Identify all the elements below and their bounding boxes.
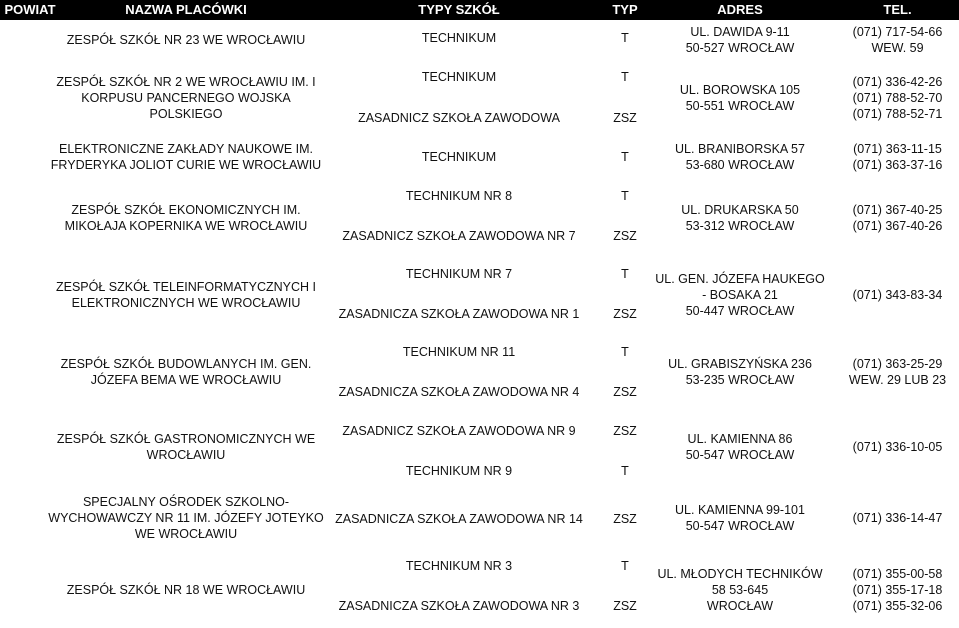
school-type-code: ZSZ (613, 385, 637, 399)
school-name (50, 137, 322, 176)
phone (836, 552, 959, 628)
school-type-code: T (621, 559, 629, 573)
school-type-code: T (621, 189, 629, 203)
address-line: UL. MŁODYCH TECHNIKÓW (657, 567, 823, 581)
school-name (56, 412, 316, 482)
school-type-code: T (621, 70, 629, 84)
phone-line: (071) 788-52-70 (852, 91, 943, 105)
school-name-line: ZESPÓŁ SZKÓŁ EKONOMICZNYCH IM. (71, 203, 301, 217)
address-line: 58 53-645 (711, 583, 769, 597)
address-line: 53-312 WROCŁAW (685, 219, 795, 233)
phone-line: (071) 336-42-26 (852, 75, 943, 89)
address-line: 50-547 WROCŁAW (685, 519, 795, 533)
school-type-name: TECHNIKUM NR 8 (405, 189, 513, 203)
header-adres: ADRES (644, 0, 836, 20)
header-nazwa: NAZWA PLACÓWKI (60, 0, 312, 20)
school-type-name: ZASADNICZA SZKOŁA ZAWODOWA NR 3 (338, 599, 580, 613)
school-name-line: WE WROCŁAWIU (134, 527, 238, 541)
school-type-code: T (621, 267, 629, 281)
address-line: - BOSAKA 21 (702, 288, 778, 302)
address-line: UL. BOROWSKA 105 (679, 83, 801, 97)
school-type-name: ZASADNICZ SZKOŁA ZAWODOWA NR 9 (342, 424, 576, 438)
address (644, 552, 836, 628)
address (644, 412, 836, 482)
school-name (60, 22, 312, 58)
address-line: UL. DRUKARSKA 50 (681, 203, 799, 217)
address-line: UL. GRABISZYŃSKA 236 (668, 357, 812, 371)
address-line: UL. BRANIBORSKA 57 (675, 141, 805, 156)
phone-line: (071) 367-40-25 (852, 203, 943, 217)
phone-line: (071) 788-52-71 (852, 107, 943, 121)
phone-line: (071) 363-37-16 (852, 157, 943, 172)
school-name-line: ZESPÓŁ SZKÓŁ NR 18 WE WROCŁAWIU (66, 583, 306, 597)
school-name (60, 552, 312, 628)
school-type-name: TECHNIKUM NR 7 (405, 267, 513, 281)
phone-line: (071) 355-17-18 (852, 583, 943, 597)
school-name (48, 490, 324, 546)
header-typy: TYPY SZKÓŁ (312, 0, 606, 20)
header-tel: TEL. (836, 0, 959, 20)
phone-line: (071) 336-10-05 (852, 440, 943, 454)
phone-line: (071) 367-40-26 (852, 219, 943, 233)
school-name-line: FRYDERYKA JOLIOT CURIE WE WROCŁAWIU (50, 157, 322, 172)
school-type-name: TECHNIKUM NR 11 (402, 345, 516, 359)
phone-line: (071) 355-32-06 (852, 599, 943, 613)
school-type-code: ZSZ (613, 512, 637, 526)
school-name-line: WYCHOWAWCZY NR 11 IM. JÓZEFY JOTEYKO (48, 511, 324, 525)
header-typ: TYP (606, 0, 644, 20)
phone-line: (071) 363-25-29 (852, 357, 943, 371)
phone-line: (071) 717-54-66 (852, 25, 943, 39)
phone (836, 22, 959, 58)
school-name-line: ZESPÓŁ SZKÓŁ BUDOWLANYCH IM. GEN. (60, 357, 312, 371)
phone-line: WEW. 59 (871, 41, 924, 55)
school-name (60, 186, 312, 250)
school-name-line: JÓZEFA BEMA WE WROCŁAWIU (90, 373, 282, 387)
school-type-name: ZASADNICZA SZKOŁA ZAWODOWA NR 14 (335, 512, 583, 526)
phone-line: (071) 336-14-47 (852, 511, 943, 525)
phone-line: (071) 355-00-58 (852, 567, 943, 581)
school-name (56, 66, 316, 130)
phone-line: (071) 343-83-34 (852, 288, 943, 302)
school-type-code: ZSZ (613, 424, 637, 438)
school-type-name: TECHNIKUM (421, 150, 497, 164)
address (644, 137, 836, 176)
address-line: 50-447 WROCŁAW (685, 304, 795, 318)
address-line: 50-551 WROCŁAW (685, 99, 795, 113)
school-type-code: T (621, 150, 629, 164)
phone (836, 137, 959, 176)
phone (836, 412, 959, 482)
school-name (56, 258, 316, 332)
phone-line: WEW. 29 LUB 23 (848, 373, 947, 387)
school-type-code: ZSZ (613, 307, 637, 321)
school-name-line: ELEKTRONICZNE ZAKŁADY NAUKOWE IM. (59, 141, 313, 156)
school-name-line: ZESPÓŁ SZKÓŁ NR 23 WE WROCŁAWIU (66, 33, 306, 47)
school-type-code: T (621, 464, 629, 478)
school-name-line: ZESPÓŁ SZKÓŁ TELEINFORMATYCZNYCH I (56, 280, 316, 294)
address (644, 340, 836, 404)
school-type-code: T (621, 31, 629, 45)
school-type-name: TECHNIKUM NR 9 (405, 464, 513, 478)
phone (836, 66, 959, 130)
address-line: UL. GEN. JÓZEFA HAUKEGO (655, 272, 825, 286)
address (644, 66, 836, 130)
school-name-line: ELEKTRONICZNYCH WE WROCŁAWIU (71, 296, 301, 310)
school-name-line: ZESPÓŁ SZKÓŁ GASTRONOMICZNYCH WE (56, 432, 316, 446)
phone (836, 186, 959, 250)
school-type-code: ZSZ (613, 599, 637, 613)
school-type-name: ZASADNICZ SZKOŁA ZAWODOWA (358, 111, 560, 125)
school-type-name: TECHNIKUM (421, 31, 497, 45)
address-line: 53-680 WROCŁAW (685, 157, 795, 172)
school-type-code: ZSZ (613, 111, 637, 125)
address-line: WROCŁAW (706, 599, 774, 613)
school-name-line: SPECJALNY OŚRODEK SZKOLNO- (82, 495, 290, 509)
header-powiat: POWIAT (0, 0, 60, 20)
school-name-line: POLSKIEGO (149, 107, 223, 121)
phone-line: (071) 363-11-15 (853, 141, 942, 156)
address (644, 258, 836, 332)
phone (836, 490, 959, 546)
address (644, 490, 836, 546)
address-line: 50-527 WROCŁAW (685, 41, 795, 55)
school-type-code: T (621, 345, 629, 359)
school-name-line: ZESPÓŁ SZKÓŁ NR 2 WE WROCŁAWIU IM. I (56, 75, 316, 89)
address (644, 22, 836, 58)
address-line: UL. DAWIDA 9-11 (690, 25, 790, 39)
phone (836, 258, 959, 332)
school-type-name: ZASADNICZA SZKOŁA ZAWODOWA NR 4 (338, 385, 580, 399)
address-line: UL. KAMIENNA 86 (687, 432, 793, 446)
school-name (60, 340, 312, 404)
school-type-name: ZASADNICZ SZKOŁA ZAWODOWA NR 7 (342, 229, 576, 243)
phone (836, 340, 959, 404)
address-line: 53-235 WROCŁAW (685, 373, 795, 387)
address-line: UL. KAMIENNA 99-101 (675, 503, 805, 517)
school-name-line: WROCŁAWIU (146, 448, 226, 462)
school-type-name: TECHNIKUM (421, 70, 497, 84)
address (644, 186, 836, 250)
school-type-name: ZASADNICZA SZKOŁA ZAWODOWA NR 1 (338, 307, 580, 321)
address-line: 50-547 WROCŁAW (685, 448, 795, 462)
school-type-name: TECHNIKUM NR 3 (405, 559, 513, 573)
school-name-line: KORPUSU PANCERNEGO WOJSKA (81, 91, 291, 105)
school-name-line: MIKOŁAJA KOPERNIKA WE WROCŁAWIU (64, 219, 308, 233)
school-type-code: ZSZ (613, 229, 637, 243)
